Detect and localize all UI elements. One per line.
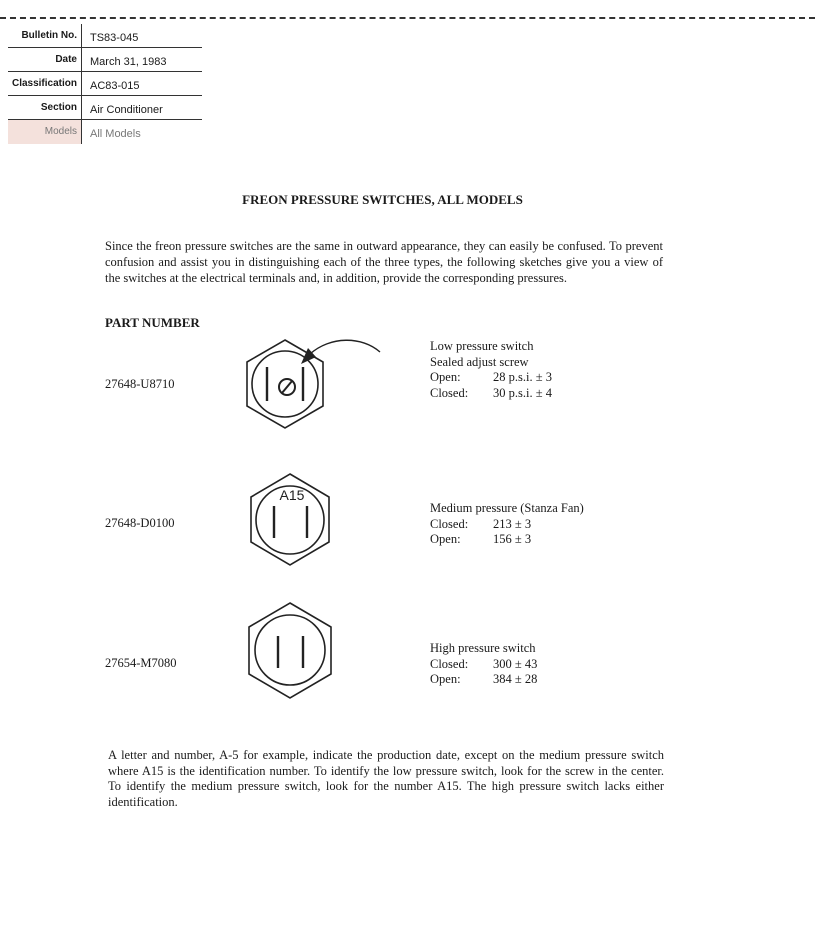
spec-description: Sealed adjust screw <box>430 354 529 369</box>
pointer-arrow-line <box>310 340 380 354</box>
part-number-low: 27648-U8710 <box>105 377 175 391</box>
spec-description: Low pressure switch <box>430 339 534 353</box>
spec-row <box>430 672 537 688</box>
page-title: FREON PRESSURE SWITCHES, ALL MODELS <box>242 192 523 207</box>
spec-row <box>430 657 537 673</box>
header-value: TS83-045 <box>90 32 139 44</box>
spec-row <box>430 386 552 402</box>
screw-slot <box>282 381 292 393</box>
header-value: All Models <box>90 128 141 140</box>
spec-label: Closed: <box>430 385 469 400</box>
footer-paragraph: A letter and number, A-5 for example, indicate the production date, except on the medium pressure switch where A15 is the identification number. To identify the low pressure switch, look for the screw in the center. To identify the medium pressure switch, look for the number A15. The high pressure switch lacks either identification. <box>108 748 664 809</box>
spec-label: Open: <box>430 672 461 686</box>
switch-body-circle <box>255 615 325 685</box>
header-row-section <box>8 96 202 120</box>
part-number-medium: 27648-D0100 <box>105 516 175 530</box>
spec-block-medium <box>430 501 584 548</box>
header-label: Bulletin No. <box>8 24 82 47</box>
spec-value: 300 ± 43 <box>493 656 538 671</box>
spec-value: 384 ± 28 <box>493 672 538 686</box>
header-label: Section <box>8 96 82 119</box>
a15-marking: A15 <box>279 487 305 503</box>
spec-row <box>430 532 584 548</box>
part-number-heading: PART NUMBER <box>105 315 200 330</box>
spec-row <box>430 517 584 533</box>
spec-row <box>430 370 552 386</box>
header-row-models <box>8 120 202 144</box>
spec-value: 156 ± 3 <box>493 532 532 546</box>
spec-block-high <box>430 641 537 688</box>
spec-label: Open: <box>430 370 461 384</box>
spec-block-low <box>430 339 552 401</box>
spec-value: 213 ± 3 <box>493 516 532 531</box>
medium-pressure-switch-sketch <box>230 470 350 580</box>
spec-label: Closed: <box>430 516 469 531</box>
top-dashed-rule <box>0 17 815 19</box>
header-label: Classification <box>8 72 82 95</box>
spec-description: High pressure switch <box>430 641 536 655</box>
header-row-date <box>8 48 202 72</box>
part-number-high: 27654-M7080 <box>105 656 177 670</box>
spec-label: Open: <box>430 532 461 546</box>
low-pressure-switch-sketch <box>230 330 390 440</box>
switch-body-circle <box>252 351 318 417</box>
hex-outline <box>249 603 331 698</box>
high-pressure-switch-sketch <box>230 598 350 710</box>
header-value: AC83-015 <box>90 80 140 92</box>
header-value: Air Conditioner <box>90 104 163 116</box>
header-row-bulletin <box>8 24 202 48</box>
header-label: Models <box>8 120 82 144</box>
spec-value: 28 p.s.i. ± 3 <box>493 370 552 384</box>
spec-label: Closed: <box>430 656 469 671</box>
bulletin-header-table <box>8 24 202 144</box>
header-label: Date <box>8 48 82 71</box>
header-value: March 31, 1983 <box>90 56 167 68</box>
header-row-classification <box>8 72 202 96</box>
intro-paragraph: Since the freon pressure switches are the same in outward appearance, they can easily be confused. To prevent confusion and assist you in distinguishing each of the three types, the following sketches give you a view of the switches at the electrical terminals and, in addition, provide the corresponding pressures. <box>105 239 663 285</box>
spec-description: Medium pressure (Stanza Fan) <box>430 501 584 515</box>
spec-value: 30 p.s.i. ± 4 <box>493 385 552 400</box>
